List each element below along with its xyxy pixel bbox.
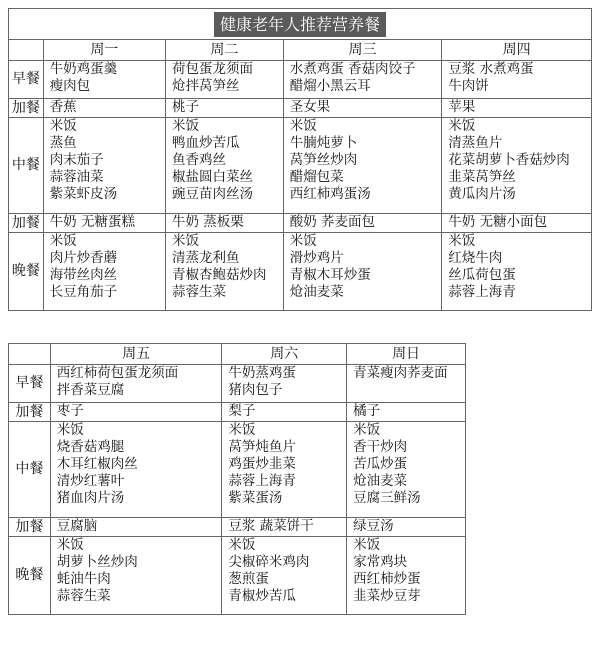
corner-cell	[9, 40, 44, 61]
menu-item: 长豆角茄子	[49, 284, 118, 300]
menu-item: 牛奶蒸鸡蛋	[228, 365, 296, 381]
meal-label-snack: 加餐	[9, 518, 51, 537]
menu-item: 米饭	[228, 422, 256, 438]
menu-item: 清炒红薯叶	[56, 473, 125, 489]
menu-item: 醋熘包菜	[289, 169, 344, 185]
title-row	[9, 9, 592, 40]
menu-item: 米饭	[171, 118, 199, 134]
menu-item: 莴笋丝炒肉	[289, 152, 358, 168]
menu-item: 青椒木耳炒蛋	[289, 267, 371, 283]
menu-cell	[222, 537, 347, 615]
menu-item: 米饭	[353, 422, 381, 438]
breakfast-row	[9, 365, 466, 403]
menu-cell: 桃子	[165, 99, 283, 118]
menu-item: 炝油麦菜	[289, 284, 344, 300]
menu-item: 尖椒碎米鸡肉	[228, 554, 310, 570]
menu-item: 牛奶鸡蛋羹	[49, 61, 118, 77]
menu-item: 米饭	[448, 233, 476, 249]
menu-cell	[347, 537, 466, 615]
menu-item: 清蒸鱼片	[448, 135, 503, 151]
page-title: 健康老年人推荐营养餐	[214, 12, 386, 37]
day-header: 周五	[50, 344, 222, 365]
menu-cell	[347, 422, 466, 518]
menu-item: 蚝油牛肉	[56, 571, 111, 587]
menu-item: 猪血肉片汤	[56, 490, 125, 506]
meal-label-dinner: 晚餐	[9, 233, 44, 311]
menu-item: 滑炒鸡片	[289, 250, 344, 266]
menu-item: 葱煎蛋	[228, 571, 269, 587]
menu-item: 苦瓜炒蛋	[353, 456, 408, 472]
menu-item: 米饭	[49, 118, 77, 134]
menu-item: 家常鸡块	[353, 554, 408, 570]
menu-item: 牛肉饼	[448, 78, 489, 94]
snack1-row	[9, 99, 592, 118]
menu-cell: 牛奶 无糖蛋糕	[43, 214, 165, 233]
menu-cell	[50, 365, 222, 403]
breakfast-row	[9, 61, 592, 99]
menu-cell: 豆浆 蔬菜饼干	[222, 518, 347, 537]
menu-item: 炝油麦菜	[353, 473, 408, 489]
menu-item: 米饭	[228, 537, 256, 553]
menu-item: 木耳红椒肉丝	[56, 456, 138, 472]
menu-cell	[442, 61, 592, 99]
menu-item: 青椒杏鲍菇炒肉	[171, 267, 267, 283]
menu-cell	[165, 118, 283, 214]
dinner-row	[9, 233, 592, 311]
menu-item: 胡萝卜丝炒肉	[56, 554, 138, 570]
menu-cell: 牛奶 蒸板栗	[165, 214, 283, 233]
menu-item: 鱼香鸡丝	[171, 152, 226, 168]
menu-cell: 苹果	[442, 99, 592, 118]
menu-cell: 牛奶 无糖小面包	[442, 214, 592, 233]
menu-cell	[442, 233, 592, 311]
menu-item: 青椒炒苦瓜	[228, 588, 296, 604]
menu-item: 米饭	[49, 233, 77, 249]
menu-item: 花菜胡萝卜香菇炒肉	[448, 152, 570, 168]
menu-item: 荷包蛋龙须面	[171, 61, 253, 77]
menu-item: 烧香菇鸡腿	[56, 439, 125, 455]
menu-item: 蒜蓉上海青	[448, 284, 516, 300]
menu-item: 鸡蛋炒韭菜	[228, 456, 296, 472]
menu-cell	[347, 365, 466, 403]
menu-item: 蒜蓉生菜	[56, 588, 111, 604]
menu-cell	[165, 61, 283, 99]
menu-cell: 枣子	[50, 403, 222, 422]
dinner-row	[9, 537, 466, 615]
meal-label-snack: 加餐	[9, 403, 51, 422]
menu-item: 牛腩炖萝卜	[289, 135, 358, 151]
menu-cell	[50, 422, 222, 518]
menu-cell	[222, 422, 347, 518]
menu-item: 红烧牛肉	[448, 250, 503, 266]
day-header: 周三	[283, 40, 442, 61]
menu-item: 鸭血炒苦瓜	[171, 135, 240, 151]
menu-cell	[43, 61, 165, 99]
menu-item: 豆浆 水煮鸡蛋	[448, 61, 534, 77]
menu-cell: 香蕉	[43, 99, 165, 118]
menu-item: 肉末茄子	[49, 152, 104, 168]
menu-item: 米饭	[448, 118, 476, 134]
menu-item: 豆腐三鲜汤	[353, 490, 421, 506]
header-row	[9, 40, 592, 61]
menu-item: 米饭	[289, 118, 317, 134]
menu-item: 西红柿鸡蛋汤	[289, 186, 371, 202]
menu-item: 紫菜蛋汤	[228, 490, 283, 506]
menu-cell: 圣女果	[283, 99, 442, 118]
menu-item: 拌香菜豆腐	[56, 382, 125, 398]
day-header: 周四	[442, 40, 592, 61]
menu-item: 西红柿炒蛋	[353, 571, 421, 587]
menu-cell	[43, 233, 165, 311]
menu-cell	[50, 537, 222, 615]
menu-cell	[442, 118, 592, 214]
meal-label-lunch: 中餐	[9, 422, 51, 518]
menu-item: 西红柿荷包蛋龙须面	[56, 365, 179, 381]
corner-cell	[9, 344, 51, 365]
menu-item: 肉片炒香蘑	[49, 250, 118, 266]
menu-item: 豌豆苗肉丝汤	[171, 186, 253, 202]
menu-item: 醋熘小黑云耳	[289, 78, 371, 94]
menu-item: 蒸鱼	[49, 135, 77, 151]
menu-item: 蒜蓉上海青	[228, 473, 296, 489]
menu-item: 瘦肉包	[49, 78, 91, 94]
menu-item: 米饭	[353, 537, 381, 553]
menu-cell: 豆腐脑	[50, 518, 222, 537]
menu-item: 米饭	[171, 233, 199, 249]
menu-item: 水煮鸡蛋 香菇肉饺子	[289, 61, 416, 77]
menu-cell	[283, 233, 442, 311]
menu-cell: 梨子	[222, 403, 347, 422]
menu-item: 椒盐圆白菜丝	[171, 169, 253, 185]
day-header: 周日	[347, 344, 466, 365]
menu-item: 米饭	[289, 233, 317, 249]
menu-item: 清蒸龙利鱼	[171, 250, 240, 266]
menu-item: 米饭	[56, 537, 84, 553]
lunch-row	[9, 422, 466, 518]
menu-item: 黄瓜肉片汤	[448, 186, 516, 202]
menu-item: 韭菜莴笋丝	[448, 169, 516, 185]
menu-cell: 绿豆汤	[347, 518, 466, 537]
meal-label-snack: 加餐	[9, 214, 44, 233]
meal-label-snack: 加餐	[9, 99, 44, 118]
menu-table-week2	[8, 343, 466, 615]
day-header: 周二	[165, 40, 283, 61]
menu-item: 青菜瘦肉荞麦面	[353, 365, 448, 381]
snack2-row	[9, 214, 592, 233]
menu-item: 蒜蓉油菜	[49, 169, 104, 185]
menu-item: 韭菜炒豆芽	[353, 588, 421, 604]
menu-item: 丝瓜荷包蛋	[448, 267, 516, 283]
menu-cell: 橘子	[347, 403, 466, 422]
meal-label-dinner: 晚餐	[9, 537, 51, 615]
menu-item: 猪肉包子	[228, 382, 283, 398]
menu-cell	[222, 365, 347, 403]
snack2-row	[9, 518, 466, 537]
menu-item: 海带丝肉丝	[49, 267, 118, 283]
meal-label-lunch: 中餐	[9, 118, 44, 214]
menu-cell	[43, 118, 165, 214]
day-header: 周六	[222, 344, 347, 365]
header-row	[9, 344, 466, 365]
menu-cell	[165, 233, 283, 311]
menu-cell	[283, 61, 442, 99]
meal-label-breakfast: 早餐	[9, 365, 51, 403]
menu-item: 莴笋炖鱼片	[228, 439, 296, 455]
day-header: 周一	[43, 40, 165, 61]
menu-item: 紫菜虾皮汤	[49, 186, 118, 202]
lunch-row	[9, 118, 592, 214]
snack1-row	[9, 403, 466, 422]
menu-cell: 酸奶 荞麦面包	[283, 214, 442, 233]
menu-item: 米饭	[56, 422, 84, 438]
meal-label-breakfast: 早餐	[9, 61, 44, 99]
menu-table-week1	[8, 8, 592, 311]
menu-item: 香干炒肉	[353, 439, 408, 455]
menu-cell	[283, 118, 442, 214]
menu-item: 蒜蓉生菜	[171, 284, 226, 300]
menu-item: 炝拌莴笋丝	[171, 78, 240, 94]
